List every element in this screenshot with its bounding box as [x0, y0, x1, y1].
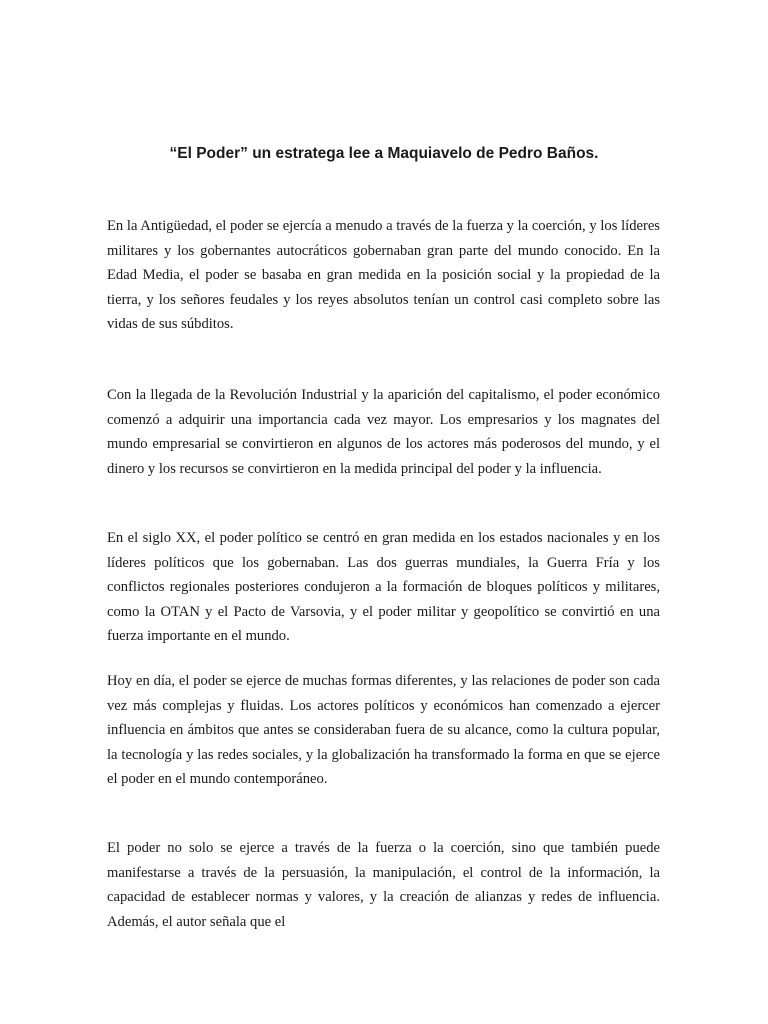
paragraph-antiguedad: En la Antigüedad, el poder se ejercía a menudo a través de la fuerza y la coerción, y los líderes militares y los gobernantes autocráticos gobernaban gran parte del mundo conocido. En la Edad Media, el poder se basaba en gran medida en la posición social y la propiedad de la tierra, y los señores feudales y los reyes absolutos tenían un control casi completo sobre las vidas de sus súbditos.	[107, 218, 660, 332]
document-title: “El Poder” un estratega lee a Maquiavelo de Pedro Baños.	[169, 145, 599, 162]
paragraph-revolucion-industrial: Con la llegada de la Revolución Industrial y la aparición del capitalismo, el poder económico comenzó a adquirir una importancia cada vez mayor. Los empresarios y los magnates del mundo empresarial se convirtieron en algunos de los actores más poderosos del mundo, y el dinero y los recursos se convirtieron en la medida principal del poder y la influencia.	[107, 387, 660, 477]
paragraph-siglo-xx: En el siglo XX, el poder político se centró en gran medida en los estados nacionales y en los líderes políticos que los gobernaban. Las dos guerras mundiales, la Guerra Fría y los conflictos regionales posteriores condujeron a la formación de bloques políticos y militares, como la OTAN y el Pacto de Varsovia, y el poder militar y geopolítico se convirtió en una fuerza importante en el mundo.	[107, 530, 660, 644]
paragraph-hoy-en-dia: Hoy en día, el poder se ejerce de muchas formas diferentes, y las relaciones de poder son cada vez más complejas y fluidas. Los actores políticos y económicos han comenzado a ejercer influencia en ámbitos que antes se consideraban fuera de su alcance, como la cultura popular, la tecnología y las redes sociales, y la globalización ha transformado la forma en que se ejerce el poder en el mundo contemporáneo.	[107, 673, 660, 787]
paragraph-formas-del-poder: El poder no solo se ejerce a través de la fuerza o la coerción, sino que también puede manifestarse a través de la persuasión, la manipulación, el control de la información, la capacidad de establecer normas y valores, y la creación de alianzas y redes de influencia. Además, el autor señala que el	[107, 840, 660, 930]
